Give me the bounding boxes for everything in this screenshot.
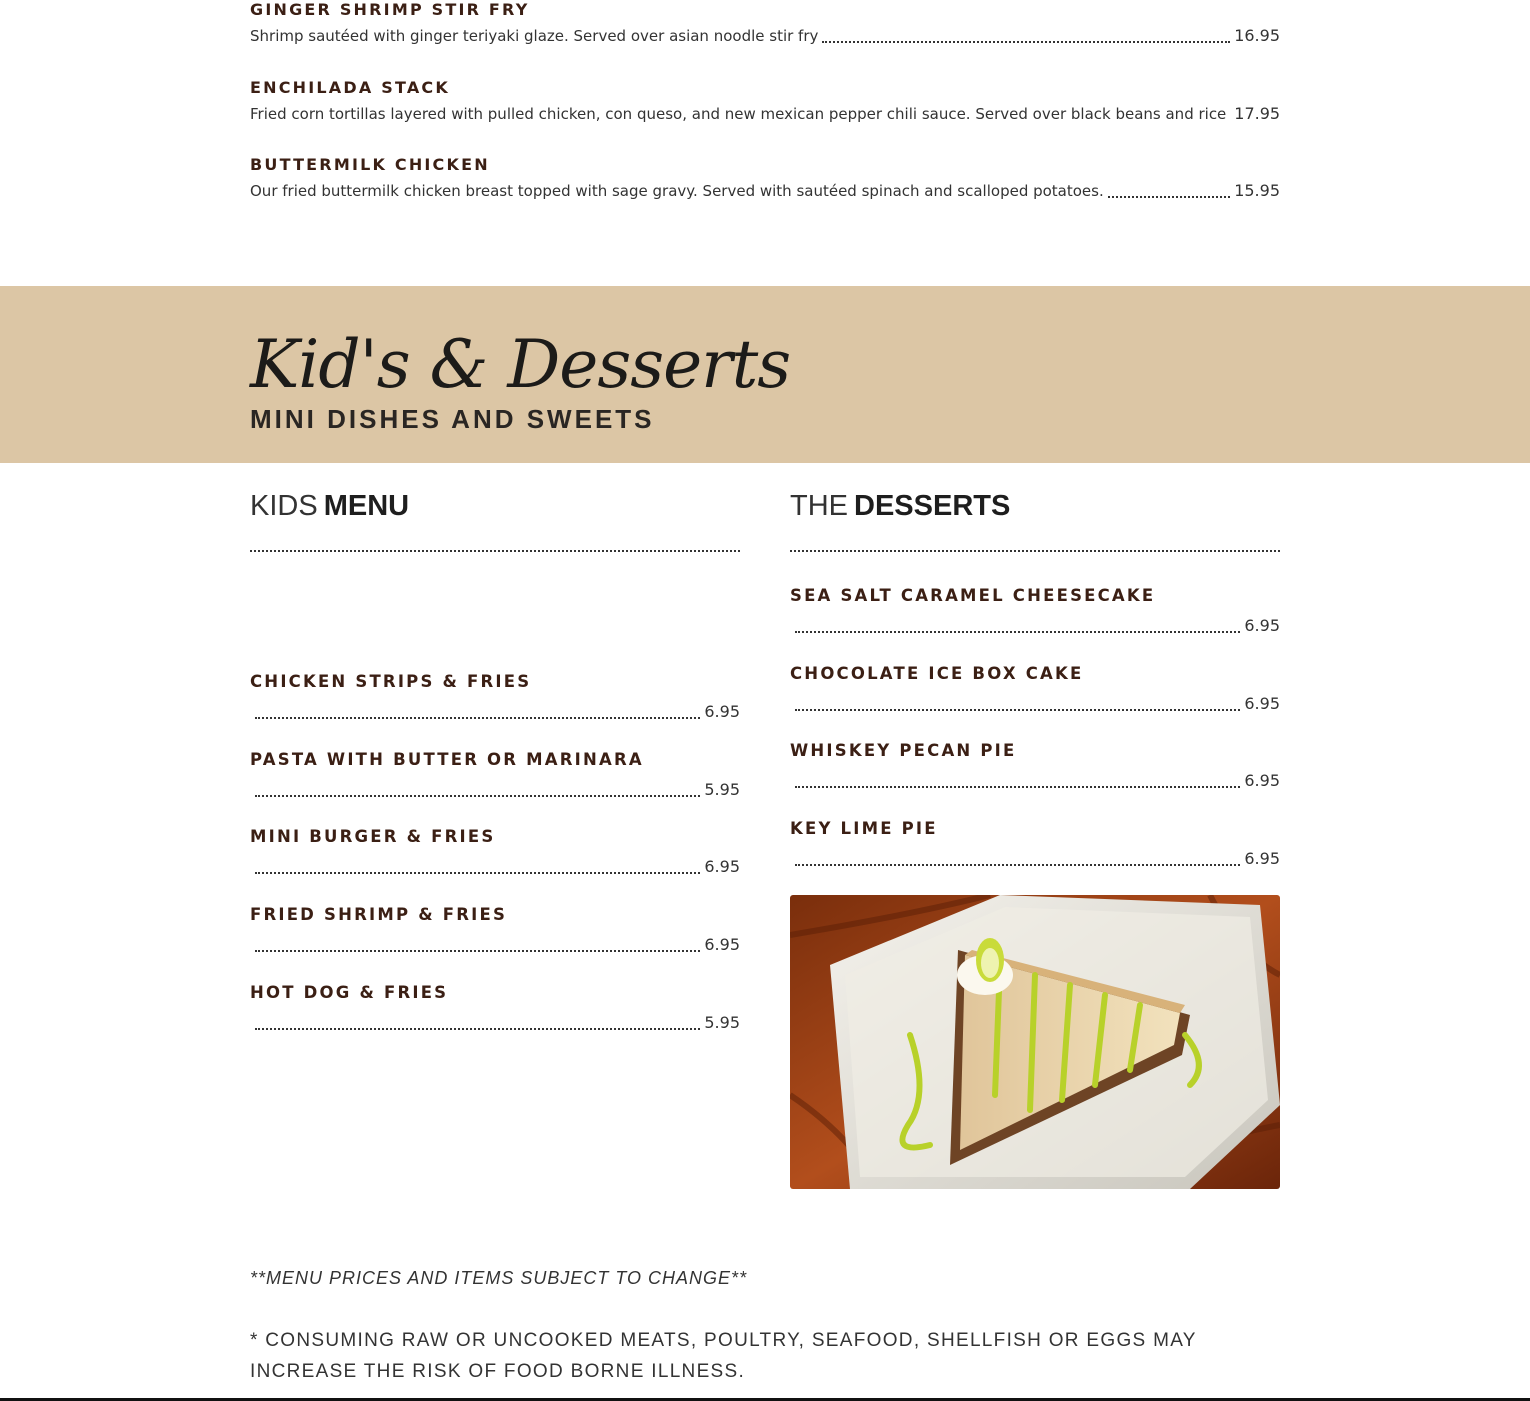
item-price: 5.95 bbox=[704, 780, 740, 799]
item-price: 6.95 bbox=[1244, 616, 1280, 635]
dessert-item bbox=[790, 664, 1280, 713]
kids-menu-column bbox=[250, 490, 740, 1050]
dotted-leader bbox=[1108, 195, 1230, 198]
desserts-heading bbox=[790, 490, 1280, 532]
item-row bbox=[790, 617, 1280, 635]
item-row bbox=[790, 850, 1280, 868]
kids-item bbox=[250, 983, 740, 1032]
item-price: 17.95 bbox=[1234, 104, 1281, 123]
item-name: GINGER SHRIMP STIR FRY bbox=[250, 0, 530, 19]
dessert-item bbox=[790, 741, 1280, 790]
item-row bbox=[250, 27, 1280, 45]
item-name: SEA SALT CARAMEL CHEESECAKE bbox=[790, 586, 1156, 605]
item-price: 6.95 bbox=[1244, 849, 1280, 868]
desserts-column bbox=[790, 490, 1280, 890]
item-name: MINI BURGER & FRIES bbox=[250, 827, 496, 846]
price-notice: **MENU PRICES AND ITEMS SUBJECT TO CHANGE** bbox=[250, 1268, 748, 1288]
item-price: 6.95 bbox=[1244, 694, 1280, 713]
item-price: 15.95 bbox=[1234, 181, 1280, 200]
dotted-leader bbox=[255, 871, 700, 874]
item-name: KEY LIME PIE bbox=[790, 819, 938, 838]
dotted-leader bbox=[795, 863, 1240, 866]
section-banner bbox=[0, 286, 1530, 463]
dotted-divider bbox=[250, 550, 740, 552]
kids-item bbox=[250, 827, 740, 876]
section-subtitle: MINI DISHES AND SWEETS bbox=[250, 404, 655, 434]
kids-item bbox=[250, 672, 740, 721]
item-name: CHICKEN STRIPS & FRIES bbox=[250, 672, 532, 691]
item-row bbox=[250, 105, 1280, 123]
item-name: FRIED SHRIMP & FRIES bbox=[250, 905, 508, 924]
heading-light: KIDS bbox=[250, 490, 318, 522]
item-price: 6.95 bbox=[1244, 771, 1280, 790]
kids-item bbox=[250, 750, 740, 799]
kids-item bbox=[250, 905, 740, 954]
item-row bbox=[250, 182, 1280, 200]
heading-light: THE bbox=[790, 490, 848, 522]
dessert-item bbox=[790, 586, 1280, 635]
dotted-leader bbox=[255, 716, 700, 719]
dotted-leader bbox=[822, 40, 1230, 43]
menu-item bbox=[250, 78, 1280, 123]
item-name: WHISKEY PECAN PIE bbox=[790, 741, 1017, 760]
kids-menu-heading bbox=[250, 490, 740, 532]
food-warning: * CONSUMING RAW OR UNCOOKED MEATS, POULTRY, SEAFOOD, SHELLFISH OR EGGS MAY INCREASE THE RISK OF FOOD BORNE ILLNESS. bbox=[250, 1330, 1197, 1382]
item-row bbox=[250, 858, 740, 876]
dotted-leader bbox=[255, 949, 700, 952]
item-row bbox=[790, 772, 1280, 790]
section-title: Kid's & Desserts bbox=[250, 326, 791, 403]
item-description: Our fried buttermilk chicken breast topped with sage gravy. Served with sautéed spinach and scalloped potatoes. bbox=[250, 182, 1104, 200]
item-price: 6.95 bbox=[704, 702, 740, 721]
item-price: 6.95 bbox=[704, 857, 740, 876]
item-price: 6.95 bbox=[704, 935, 740, 954]
item-description: Shrimp sautéed with ginger teriyaki glaze. Served over asian noodle stir fry bbox=[250, 27, 819, 45]
heading-bold: DESSERTS bbox=[854, 490, 1011, 522]
item-price: 16.95 bbox=[1234, 26, 1280, 45]
item-price: 5.95 bbox=[704, 1013, 740, 1032]
dotted-leader bbox=[795, 630, 1240, 633]
dotted-divider bbox=[790, 550, 1280, 552]
item-row bbox=[250, 703, 740, 721]
item-name: CHOCOLATE ICE BOX CAKE bbox=[790, 664, 1084, 683]
item-row bbox=[790, 695, 1280, 713]
dotted-leader bbox=[795, 708, 1240, 711]
item-row bbox=[250, 781, 740, 799]
heading-bold: MENU bbox=[323, 490, 410, 522]
item-name: BUTTERMILK CHICKEN bbox=[250, 155, 490, 174]
item-row bbox=[250, 1014, 740, 1032]
menu-item bbox=[250, 0, 1280, 45]
item-name: ENCHILADA STACK bbox=[250, 78, 450, 97]
dotted-leader bbox=[795, 785, 1240, 788]
item-name: HOT DOG & FRIES bbox=[250, 983, 449, 1002]
key-lime-pie-photo bbox=[790, 895, 1280, 1189]
item-name: PASTA WITH BUTTER OR MARINARA bbox=[250, 750, 644, 769]
dotted-leader bbox=[255, 794, 700, 797]
dessert-item bbox=[790, 819, 1280, 868]
item-row bbox=[250, 936, 740, 954]
dotted-leader bbox=[255, 1027, 700, 1030]
item-description: Fried corn tortillas layered with pulled chicken, con queso, and new mexican pepper chili sauce. Served over black beans and rice bbox=[250, 105, 1227, 123]
pie-illustration bbox=[790, 895, 1280, 1189]
menu-item bbox=[250, 155, 1280, 200]
